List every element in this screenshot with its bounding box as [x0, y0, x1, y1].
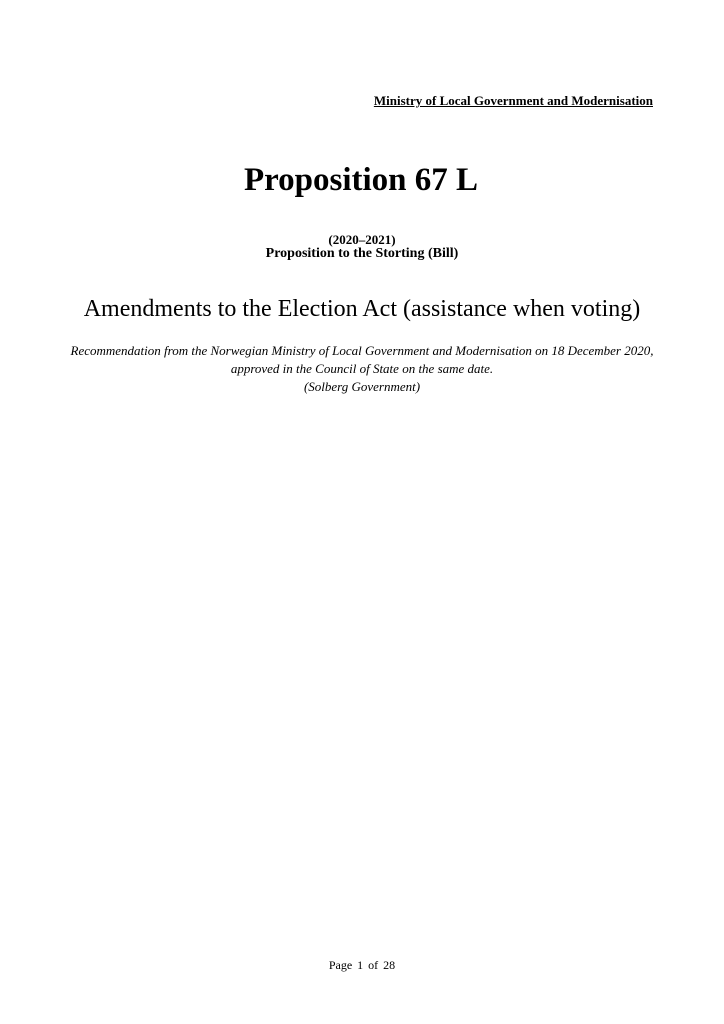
proposition-subtitle: Proposition to the Storting (Bill) — [265, 246, 459, 261]
recommendation-text: Recommendation from the Norwegian Ministry of Local Government and Modernisation on 18 December 2020, approved in the Council of State on the same date. — [70, 343, 654, 376]
ministry-header: Ministry of Local Government and Modernisation — [373, 93, 653, 108]
document-heading: Amendments to the Election Act (assistance when voting) — [83, 296, 641, 322]
session-years: (2020–2021) — [328, 232, 396, 247]
government-name: (Solberg Government) — [303, 379, 421, 394]
page-number: Page 1 of 28 — [328, 958, 396, 972]
proposition-title — [0, 160, 724, 200]
proposition-title-text: Proposition 67 L — [243, 162, 479, 198]
